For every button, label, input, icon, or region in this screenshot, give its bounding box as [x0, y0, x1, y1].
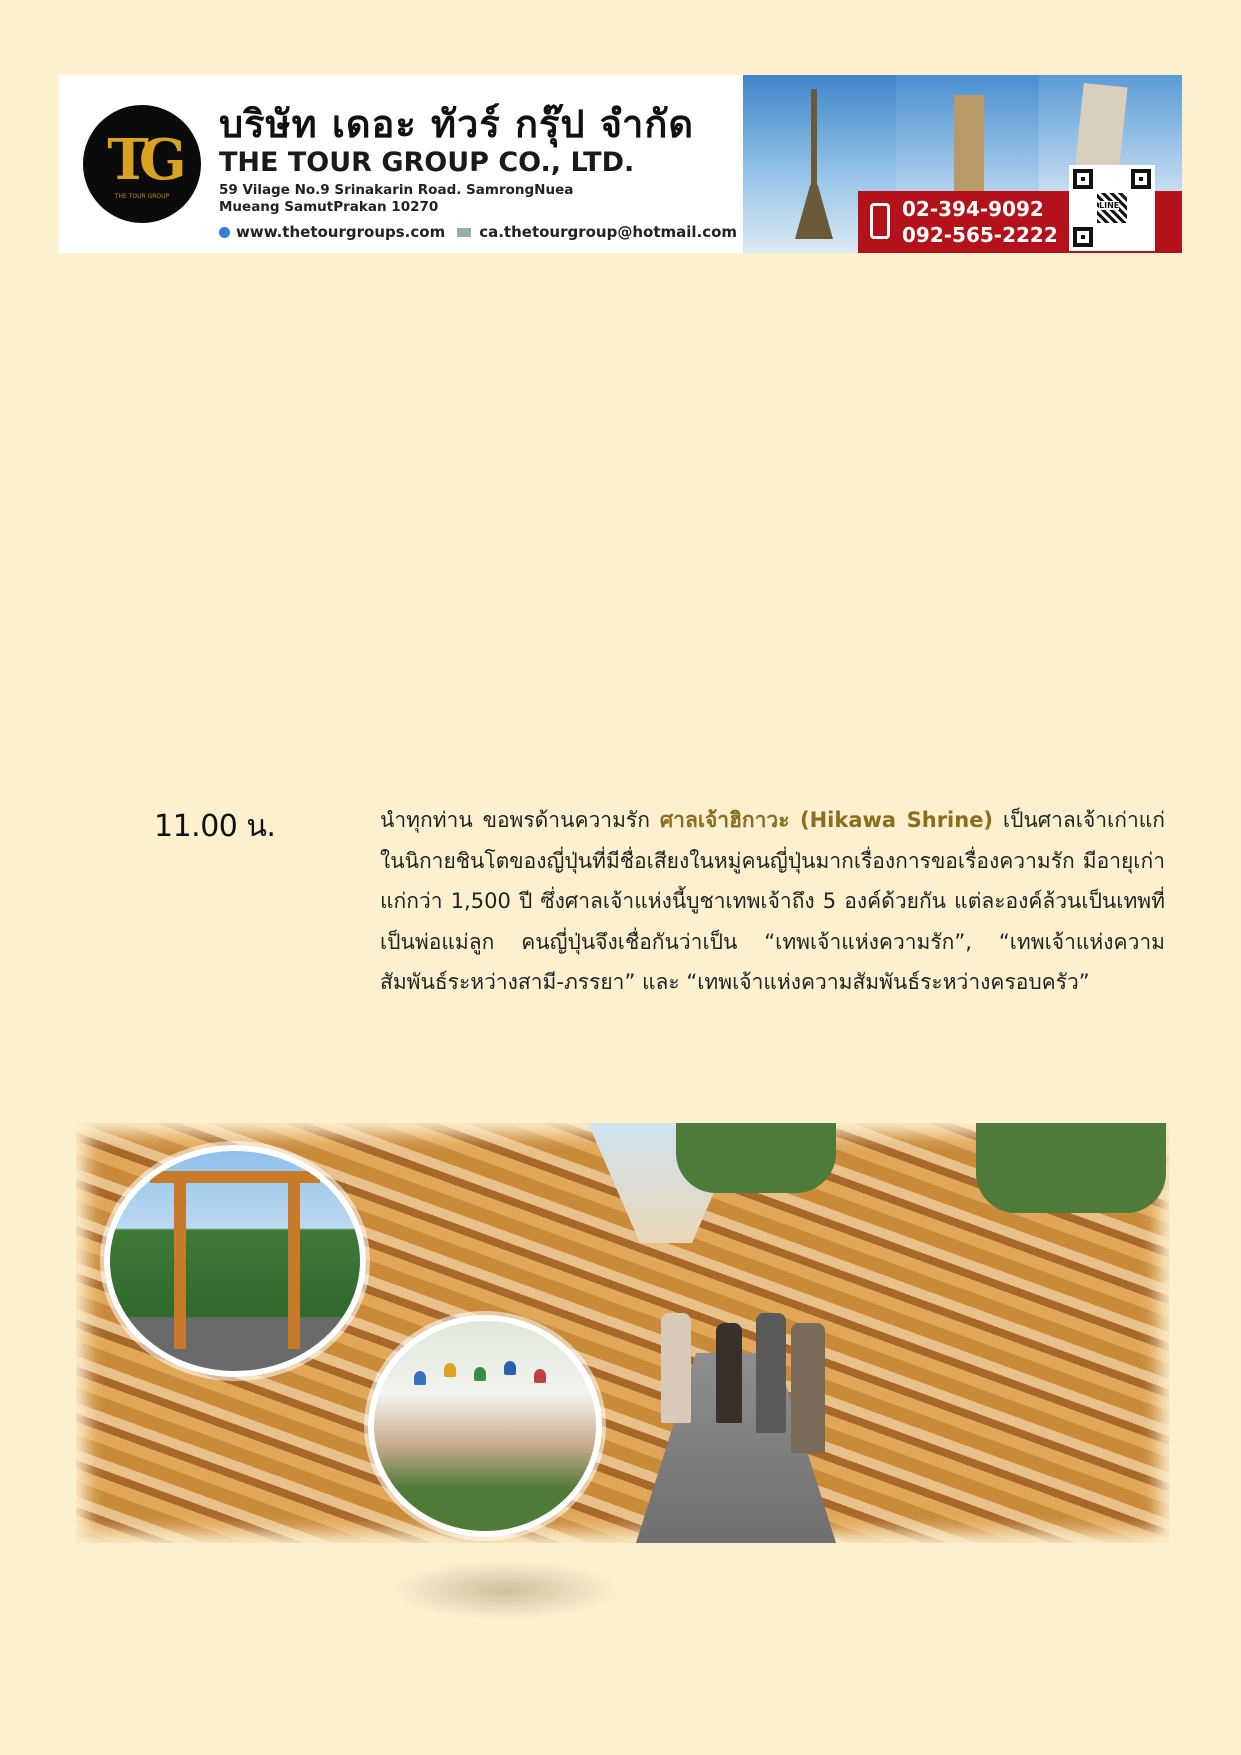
wind-chime — [444, 1363, 456, 1377]
logo-monogram: TG — [107, 127, 177, 193]
address-line-2: Mueang SamutPrakan 10270 — [219, 199, 439, 215]
visitor — [756, 1313, 786, 1433]
phone-icon — [870, 203, 890, 239]
itinerary-description — [380, 800, 1165, 1003]
company-info — [59, 75, 743, 253]
place-name: ศาลเจ้าฮิกาวะ (Hikawa Shrine) — [659, 808, 994, 832]
pisa-tower-shape — [1074, 83, 1127, 177]
qr-finder — [1073, 169, 1093, 189]
torii-pillar — [174, 1179, 186, 1349]
wind-chime — [534, 1369, 546, 1383]
website-link[interactable]: www.thetourgroups.com — [236, 223, 446, 241]
globe-icon — [219, 227, 230, 238]
phone-number-2[interactable]: 092-565-2222 — [902, 223, 1058, 247]
shrine-photo — [76, 1123, 1169, 1543]
qr-label: LINE — [1099, 201, 1120, 210]
line-qr-code[interactable] — [1069, 165, 1155, 251]
landmarks-photo — [743, 75, 1182, 253]
qr-finder — [1073, 227, 1093, 247]
itinerary-time: 11.00 น. — [154, 809, 276, 844]
decorative-shadow — [390, 1560, 620, 1620]
trees — [976, 1123, 1166, 1213]
description-intro: นำทุกท่าน ขอพรด้านความรัก — [380, 808, 660, 832]
email-link[interactable]: ca.thetourgroup@hotmail.com — [479, 223, 738, 241]
wind-chime — [504, 1361, 516, 1375]
wind-chime — [474, 1367, 486, 1381]
company-logo — [83, 105, 201, 223]
eiffel-tower-base — [795, 185, 833, 239]
visitor — [661, 1313, 691, 1423]
torii-pillar — [288, 1179, 300, 1349]
trees — [676, 1123, 836, 1193]
company-name-english: THE TOUR GROUP CO., LTD. — [219, 147, 635, 178]
wind-chime — [414, 1371, 426, 1385]
phone-number-1[interactable]: 02-394-9092 — [902, 197, 1044, 221]
qr-finder — [1131, 169, 1151, 189]
visitor — [791, 1323, 825, 1453]
logo-subtext: THE TOUR GROUP — [114, 193, 170, 200]
company-name-thai: บริษัท เดอะ ทัวร์ กรุ๊ป จำกัด — [219, 102, 695, 146]
description-body: เป็นศาลเจ้าเก่าแก่ในนิกายชินโตของญี่ปุ่นที่มีชื่อเสียงในหมู่คนญี่ปุ่นมากเรื่องการขอเรื่องความรัก มีอายุเก่าแก่กว่า 1,500 ปี ซึ่งศาลเจ้าแห่งนี้บูชาเทพเจ้าถึง 5 องค์ด้วยกัน แต่ละองค์ล้วนเป็นเทพที่เป็นพ่อแม่ลูก คนญี่ปุ่นจึงเชื่อกันว่าเป็น “เทพเจ้าแห่งความรัก”, “เทพเจ้าแห่งความสัมพันธ์ระหว่างสามี-ภรรยา” และ “เทพเจ้าแห่งความสัมพันธ์ระหว่างครอบครัว” — [380, 808, 1165, 994]
mail-icon — [457, 228, 471, 237]
visitor — [716, 1323, 742, 1423]
torii-gate-inset — [104, 1145, 366, 1377]
address-line-1: 59 Vilage No.9 Srinakarin Road. SamrongNuea — [219, 182, 574, 198]
wind-chimes-inset — [368, 1315, 602, 1537]
contact-links — [219, 223, 737, 241]
header-banner — [59, 75, 1182, 253]
